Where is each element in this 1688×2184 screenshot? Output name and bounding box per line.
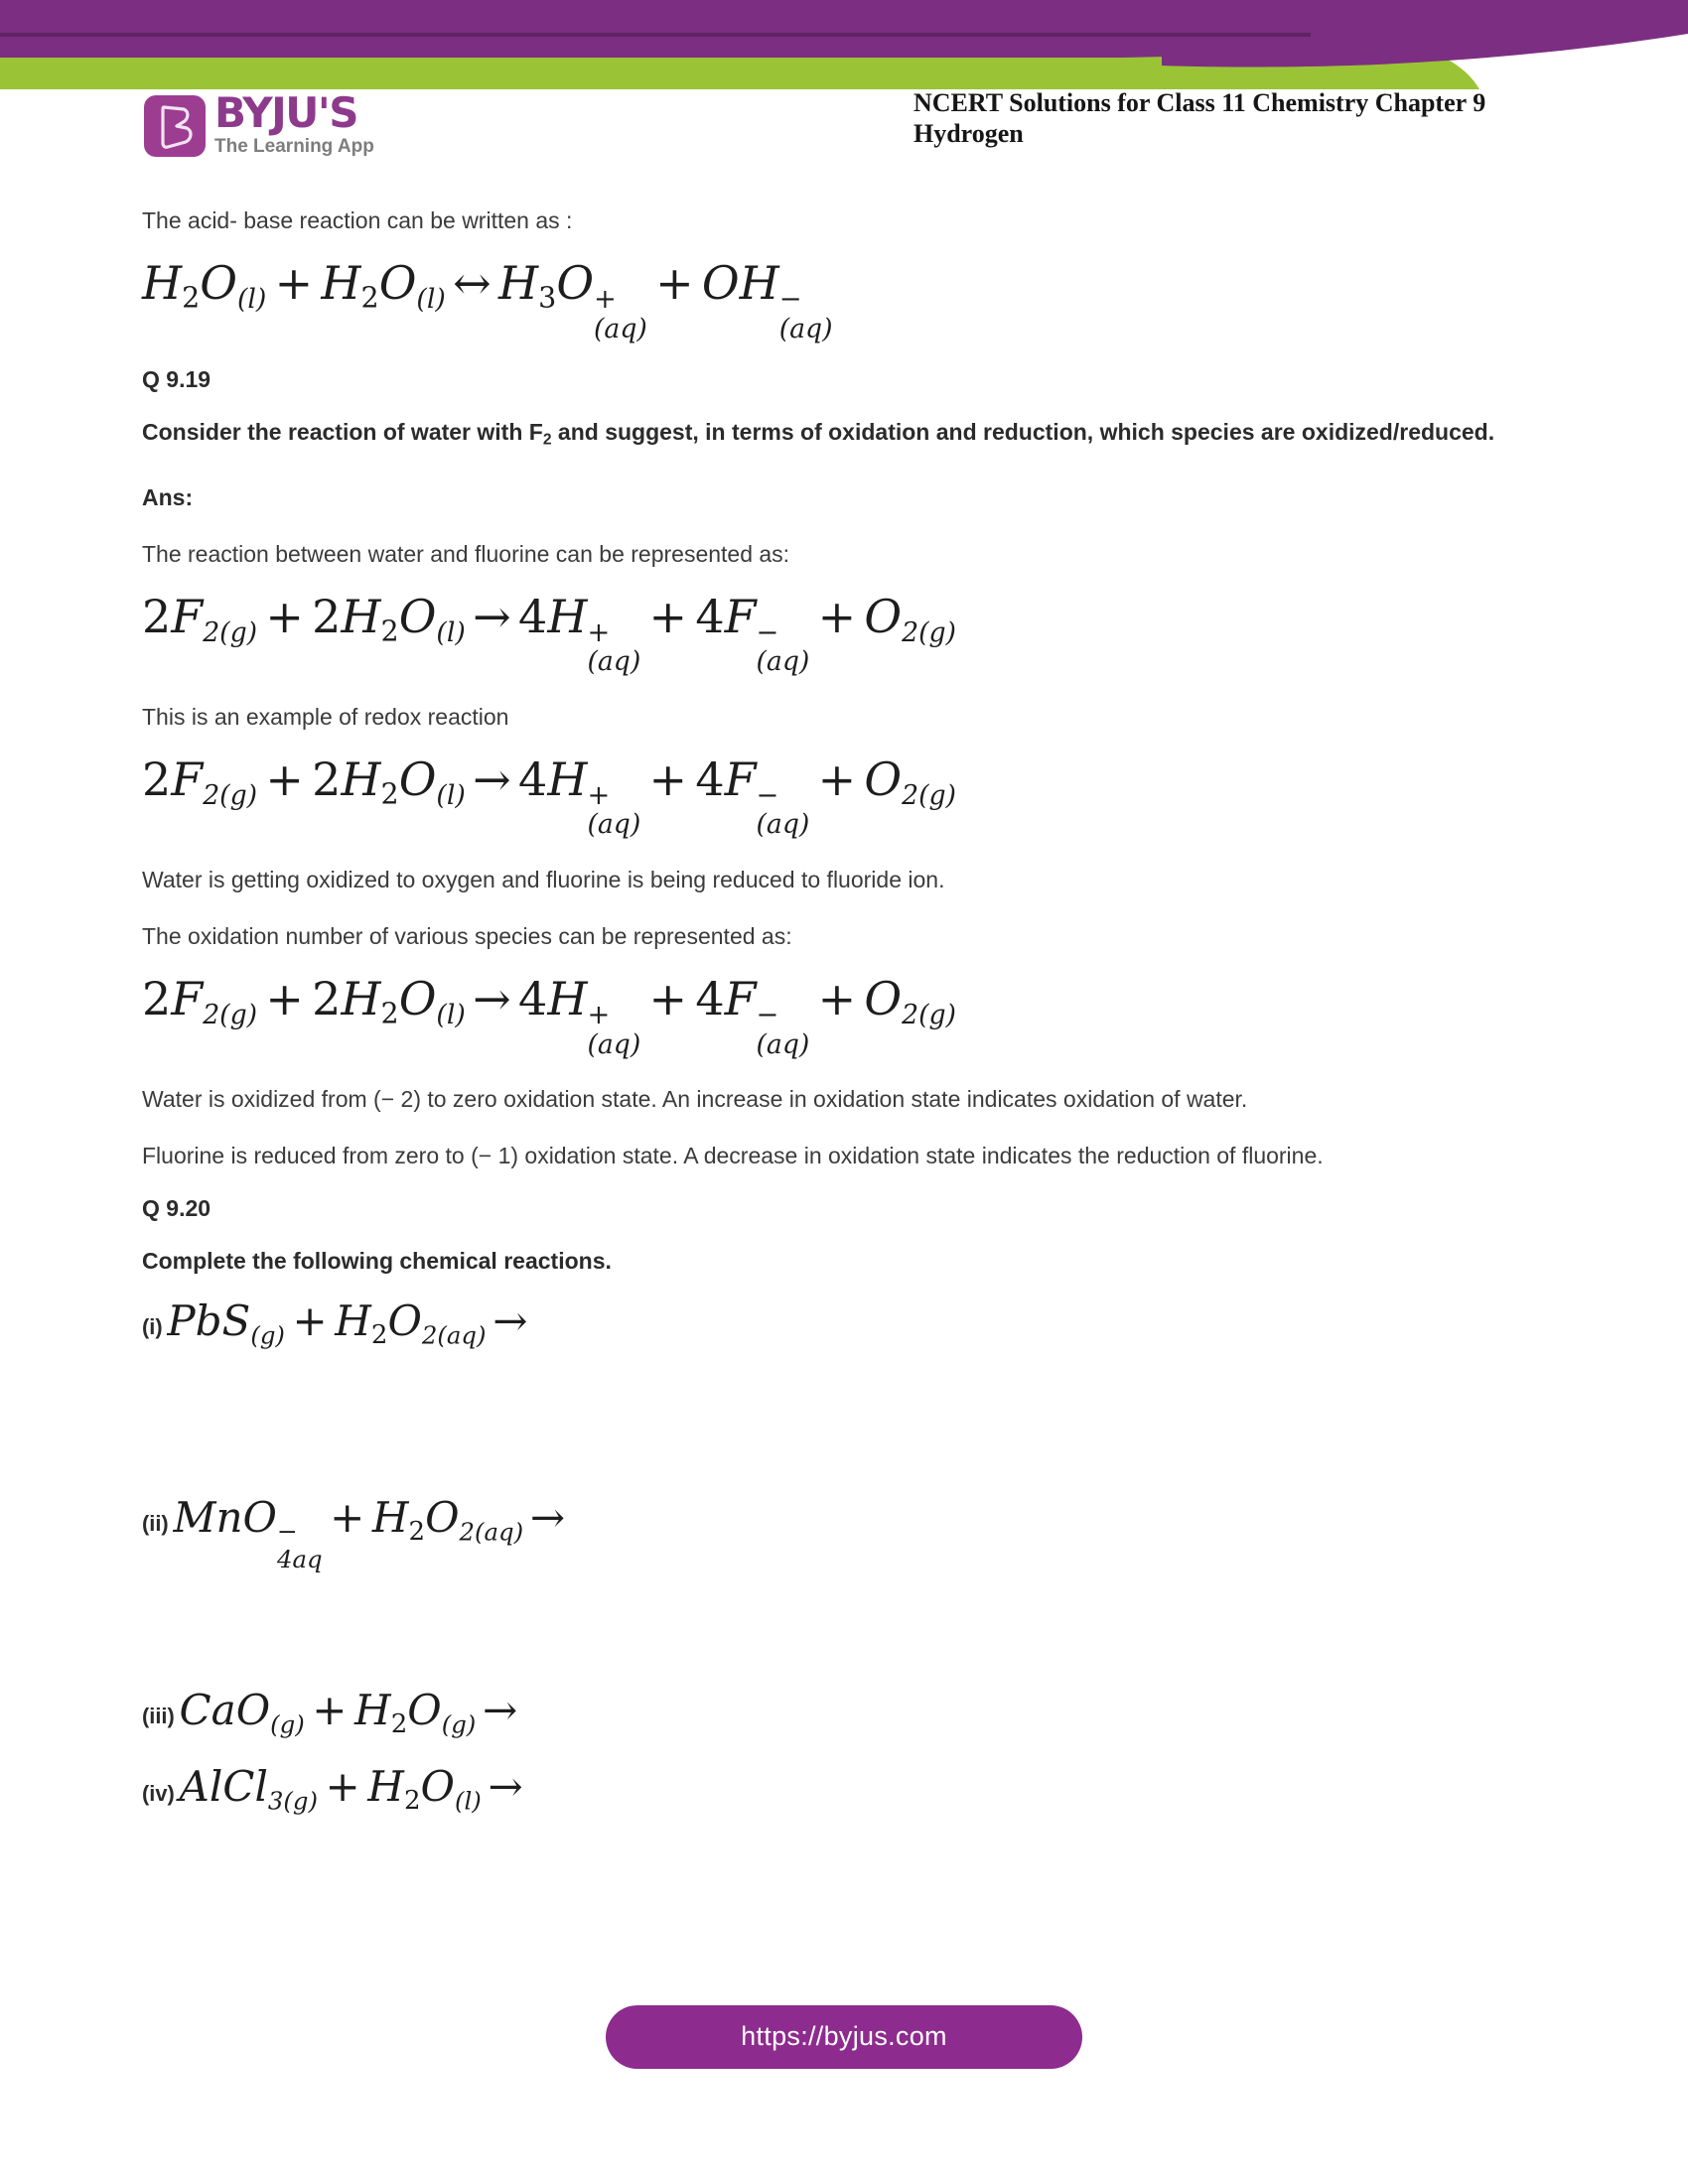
byjus-logo[interactable] <box>144 88 374 158</box>
question-919-subscript: 2 <box>542 431 552 449</box>
byjus-b-mark-icon <box>144 95 206 157</box>
intro-line: The acid- base reaction can be written as : <box>142 207 573 233</box>
reaction-item-iv: (iv) AlCl3(g) + H2O(l) → <box>142 1762 523 1817</box>
eq1-term3: H3O + (aq) <box>498 256 647 344</box>
page-footer <box>0 2005 1688 2069</box>
question-label-920: Q 9.20 <box>142 1195 211 1222</box>
brand-name: BYJU'S <box>214 88 357 137</box>
equation-redox-1: 2F2(g) + 2H2O(l) → 4H + (aq) + 4F − (aq) + O2(g) <box>142 589 956 678</box>
equation-autoionization <box>142 256 1552 344</box>
equation-redox-2: 2F2(g) + 2H2O(l) → 4H + (aq) + 4F − (aq) + O2(g) <box>142 751 956 841</box>
reaction-numeral-iii: (iii) <box>142 1703 175 1728</box>
note-redox-919: This is an example of redox reaction <box>142 703 509 730</box>
eq1-term2: H2O(l) <box>321 256 446 316</box>
note-oxidation-919: Water is getting oxidized to oxygen and fluorine is being reduced to fluoride ion. <box>142 867 945 893</box>
brand-tagline: The Learning App <box>214 136 374 157</box>
eq1-equilibrium-arrow: ↔ <box>453 256 492 310</box>
question-label-919: Q 9.19 <box>142 366 211 393</box>
byjus-logo-text <box>214 88 374 158</box>
eq1-term4: OH − (aq) <box>701 256 833 344</box>
reaction-item-ii: (ii) MnO − 4aq + H2O2(aq) → <box>142 1493 566 1574</box>
reaction-item-i: (i) PbS(g) + H2O2(aq) → <box>142 1297 528 1351</box>
top-banner-decoration <box>0 0 1688 89</box>
eq1-plus-2: + <box>655 256 694 310</box>
reaction-numeral-i: (i) <box>142 1314 163 1340</box>
document-title-line2: Hydrogen <box>914 119 1024 148</box>
byjus-url-button[interactable]: https://byjus.com <box>606 2005 1082 2069</box>
answer-label-919: Ans: <box>142 483 194 510</box>
document-title <box>914 87 1609 149</box>
question-919-part1: Consider the reaction of water with F <box>142 419 543 446</box>
question-text-920: Complete the following chemical reactions. <box>142 1248 612 1275</box>
reaction-numeral-ii: (ii) <box>142 1511 169 1537</box>
explain-fluorine-919: Fluorine is reduced from zero to (− 1) oxidation state. A decrease in oxidation state indicates the reduction of fluorine. <box>142 1143 1324 1169</box>
banner-separator-line <box>0 33 1311 37</box>
document-body <box>142 204 1552 1817</box>
reaction-item-iii: (iii) CaO(g) + H2O(g) → <box>142 1685 518 1739</box>
eq1-term1: H2O(l) <box>142 256 267 316</box>
explain-water-919: Water is oxidized from (− 2) to zero oxidation state. An increase in oxidation state indicates oxidation of water. <box>142 1086 1248 1113</box>
document-title-line1: NCERT Solutions for Class 11 Chemistry Chapter 9 <box>914 88 1486 117</box>
equation-redox-3: 2F2(g) + 2H2O(l) → 4H + (aq) + 4F − (aq) + O2(g) <box>142 972 956 1060</box>
question-text-919 <box>142 415 1552 457</box>
answer-lead-in-919: The reaction between water and fluorine can be represented as: <box>142 540 790 567</box>
eq1-plus-1: + <box>274 256 314 310</box>
page-header <box>0 87 1688 197</box>
note-oxidation-number-919: The oxidation number of various species can be represented as: <box>142 923 792 950</box>
question-919-part2: and suggest, in terms of oxidation and reduction, which species are oxidized/reduced. <box>551 419 1495 446</box>
reaction-numeral-iv: (iv) <box>142 1780 175 1806</box>
